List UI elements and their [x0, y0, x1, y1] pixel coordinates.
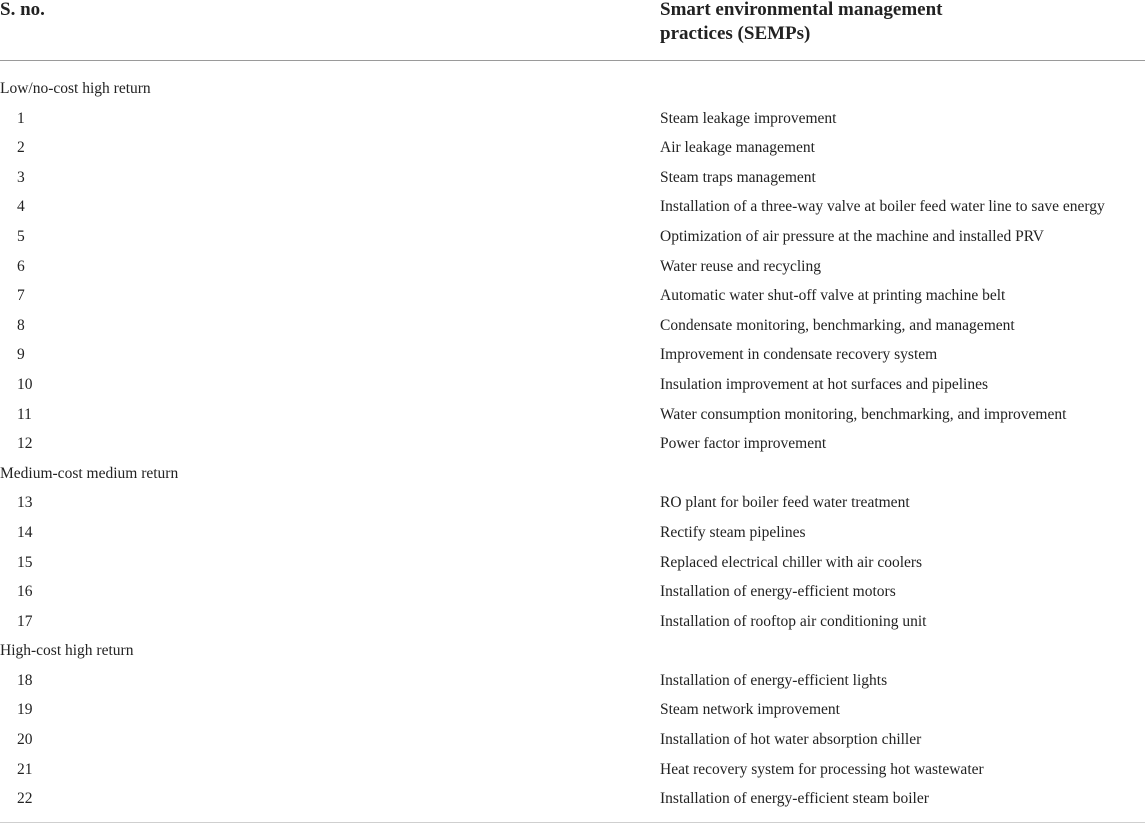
practice-text: Automatic water shut-off valve at printing machine belt	[660, 287, 1006, 305]
table-row	[0, 252, 1145, 282]
serial-number: 7	[17, 287, 25, 305]
table-row	[0, 755, 1145, 785]
practice-text: Power factor improvement	[660, 435, 827, 453]
practice-text: Optimization of air pressure at the machine and installed PRV	[660, 227, 1045, 245]
serial-number: 20	[17, 731, 33, 749]
table-row	[0, 400, 1145, 430]
serial-number: 12	[17, 435, 33, 453]
serial-number: 6	[17, 257, 25, 275]
serial-number: 15	[17, 553, 33, 571]
table-row	[0, 695, 1145, 725]
serial-number: 17	[17, 612, 33, 630]
group-label: High-cost high return	[0, 642, 134, 660]
serial-number: 1	[17, 109, 25, 127]
table-row	[0, 163, 1145, 193]
practice-text: RO plant for boiler feed water treatment	[660, 494, 910, 512]
table-row	[0, 725, 1145, 755]
table-row	[0, 666, 1145, 696]
table-row	[0, 429, 1145, 459]
group-row	[0, 636, 1145, 666]
practice-text: Steam traps management	[660, 168, 816, 186]
group-label: Low/no-cost high return	[0, 80, 151, 97]
group-label: Medium-cost medium return	[0, 464, 179, 482]
serial-number: 5	[17, 227, 25, 245]
practice-text: Installation of energy-efficient steam boiler	[660, 790, 929, 808]
practice-text: Installation of energy-efficient lights	[660, 671, 888, 689]
table-row	[0, 340, 1145, 370]
table-row	[0, 488, 1145, 518]
table-row	[0, 222, 1145, 252]
practice-text: Condensate monitoring, benchmarking, and management	[660, 316, 1015, 334]
header-serial-number: S. no.	[0, 0, 45, 20]
serial-number: 10	[17, 375, 33, 393]
practice-text: Improvement in condensate recovery system	[660, 346, 938, 364]
table-row	[0, 133, 1145, 163]
practice-text: Steam leakage improvement	[660, 109, 837, 127]
table-row	[0, 281, 1145, 311]
header-semps: Smart environmental management practices (SEMPs)	[660, 0, 943, 44]
table-row	[0, 311, 1145, 341]
practice-text: Installation of energy-efficient motors	[660, 583, 896, 601]
serial-number: 8	[17, 316, 25, 334]
practice-text: Heat recovery system for processing hot wastewater	[660, 760, 984, 778]
serial-number: 22	[17, 790, 33, 808]
table-body	[0, 61, 1145, 814]
serial-number: 9	[17, 346, 25, 364]
serial-number: 14	[17, 523, 33, 541]
table-row	[0, 607, 1145, 637]
serial-number: 2	[17, 139, 25, 157]
practice-text: Installation of rooftop air conditioning unit	[660, 612, 927, 630]
table-row	[0, 548, 1145, 578]
serial-number: 21	[17, 760, 33, 778]
practice-text: Installation of hot water absorption chiller	[660, 731, 922, 749]
practice-text: Replaced electrical chiller with air coolers	[660, 553, 923, 571]
serial-number: 16	[17, 583, 33, 601]
serial-number: 13	[17, 494, 33, 512]
table-header	[0, 0, 1145, 61]
practice-text: Water consumption monitoring, benchmarking, and improvement	[660, 405, 1067, 423]
serial-number: 4	[17, 198, 25, 216]
practice-text: Air leakage management	[660, 139, 815, 157]
practice-text: Installation of a three-way valve at boiler feed water line to save energy	[660, 198, 1105, 216]
practice-text: Water reuse and recycling	[660, 257, 821, 275]
table-bottom-rule	[0, 822, 1145, 823]
table-row	[0, 104, 1145, 134]
group-row	[0, 459, 1145, 489]
table-row	[0, 784, 1145, 814]
practice-text: Insulation improvement at hot surfaces and pipelines	[660, 375, 988, 393]
group-row	[0, 74, 1145, 104]
table-row	[0, 518, 1145, 548]
table-row	[0, 577, 1145, 607]
serial-number: 19	[17, 701, 33, 719]
table-row	[0, 370, 1145, 400]
serial-number: 18	[17, 671, 33, 689]
practice-text: Rectify steam pipelines	[660, 523, 806, 541]
serial-number: 11	[17, 405, 32, 423]
table-row	[0, 192, 1145, 222]
serial-number: 3	[17, 168, 25, 186]
practice-text: Steam network improvement	[660, 701, 840, 719]
